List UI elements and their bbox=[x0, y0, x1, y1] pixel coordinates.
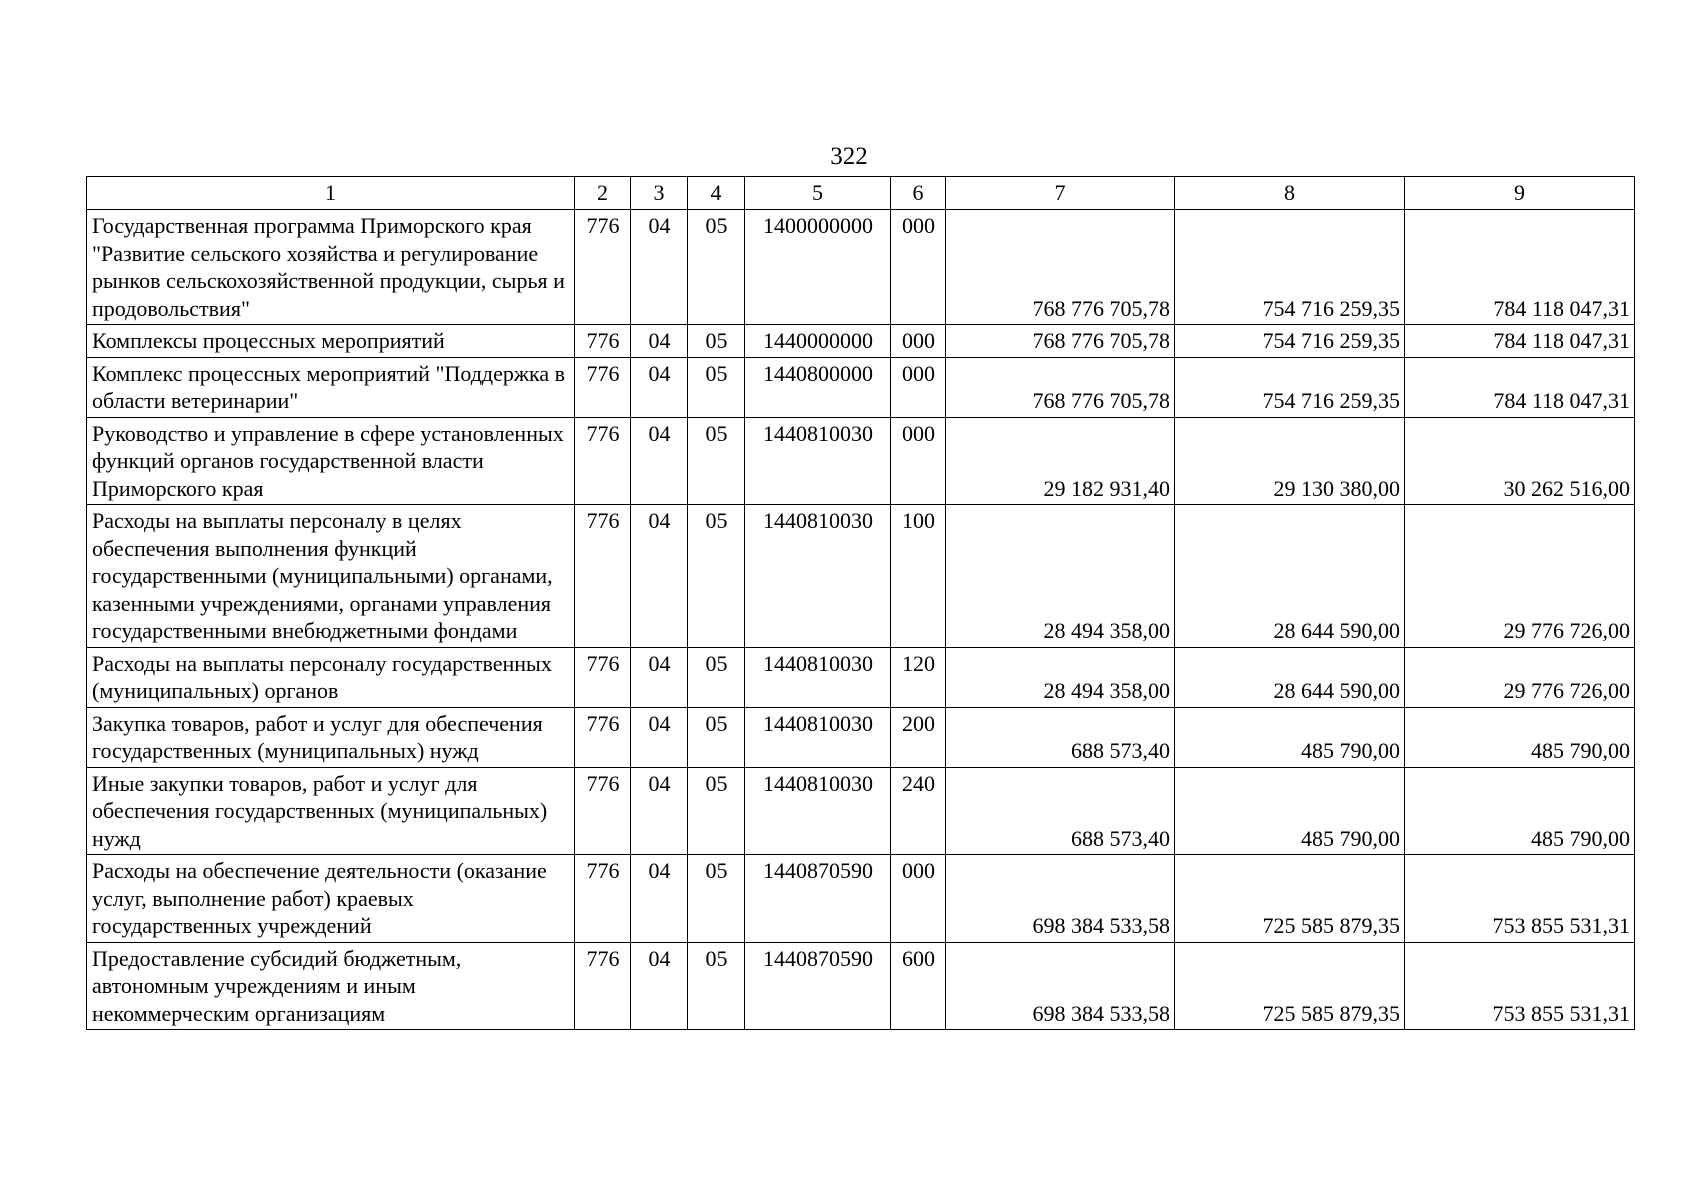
target-article-cell: 1440810030 bbox=[745, 417, 891, 505]
column-header: 4 bbox=[688, 177, 745, 210]
subsection-code-cell: 05 bbox=[688, 325, 745, 358]
column-header: 9 bbox=[1405, 177, 1635, 210]
amount-cell-9: 753 855 531,31 bbox=[1405, 942, 1635, 1030]
table-row bbox=[87, 767, 1635, 855]
amount-cell-7: 698 384 533,58 bbox=[946, 855, 1175, 943]
ministry-code-cell: 776 bbox=[575, 325, 631, 358]
expense-type-cell: 100 bbox=[891, 505, 946, 648]
ministry-code-cell: 776 bbox=[575, 855, 631, 943]
amount-cell-7: 698 384 533,58 bbox=[946, 942, 1175, 1030]
column-header: 3 bbox=[631, 177, 688, 210]
section-code-cell: 04 bbox=[631, 505, 688, 648]
amount-cell-7: 28 494 358,00 bbox=[946, 647, 1175, 707]
expense-name-cell: Комплекс процессных мероприятий "Поддержка в области ветеринарии" bbox=[87, 357, 575, 417]
expense-name-cell: Расходы на выплаты персоналу в целях обеспечения выполнения функций государственными (муниципальными) органами, казенными учреждениями, органами управления государственными внебюджетными фондами bbox=[87, 505, 575, 648]
expense-name-cell: Комплексы процессных мероприятий bbox=[87, 325, 575, 358]
column-header: 2 bbox=[575, 177, 631, 210]
column-header: 8 bbox=[1175, 177, 1405, 210]
column-header: 5 bbox=[745, 177, 891, 210]
table-row bbox=[87, 210, 1635, 325]
expense-type-cell: 000 bbox=[891, 417, 946, 505]
target-article-cell: 1440870590 bbox=[745, 942, 891, 1030]
ministry-code-cell: 776 bbox=[575, 417, 631, 505]
ministry-code-cell: 776 bbox=[575, 707, 631, 767]
target-article-cell: 1440810030 bbox=[745, 767, 891, 855]
section-code-cell: 04 bbox=[631, 855, 688, 943]
target-article-cell: 1440800000 bbox=[745, 357, 891, 417]
amount-cell-8: 485 790,00 bbox=[1175, 767, 1405, 855]
table-row bbox=[87, 357, 1635, 417]
expense-name-cell: Расходы на обеспечение деятельности (оказание услуг, выполнение работ) краевых государственных учреждений bbox=[87, 855, 575, 943]
subsection-code-cell: 05 bbox=[688, 942, 745, 1030]
amount-cell-9: 784 118 047,31 bbox=[1405, 210, 1635, 325]
target-article-cell: 1400000000 bbox=[745, 210, 891, 325]
target-article-cell: 1440870590 bbox=[745, 855, 891, 943]
amount-cell-7: 688 573,40 bbox=[946, 767, 1175, 855]
amount-cell-9: 29 776 726,00 bbox=[1405, 505, 1635, 648]
section-code-cell: 04 bbox=[631, 417, 688, 505]
amount-cell-9: 485 790,00 bbox=[1405, 767, 1635, 855]
table-row bbox=[87, 417, 1635, 505]
subsection-code-cell: 05 bbox=[688, 417, 745, 505]
ministry-code-cell: 776 bbox=[575, 767, 631, 855]
table-row bbox=[87, 855, 1635, 943]
amount-cell-8: 754 716 259,35 bbox=[1175, 325, 1405, 358]
amount-cell-8: 754 716 259,35 bbox=[1175, 357, 1405, 417]
amount-cell-8: 725 585 879,35 bbox=[1175, 855, 1405, 943]
amount-cell-8: 28 644 590,00 bbox=[1175, 505, 1405, 648]
expense-type-cell: 000 bbox=[891, 855, 946, 943]
section-code-cell: 04 bbox=[631, 210, 688, 325]
section-code-cell: 04 bbox=[631, 647, 688, 707]
ministry-code-cell: 776 bbox=[575, 942, 631, 1030]
section-code-cell: 04 bbox=[631, 767, 688, 855]
amount-cell-7: 768 776 705,78 bbox=[946, 210, 1175, 325]
table-row bbox=[87, 505, 1635, 648]
table-row bbox=[87, 325, 1635, 358]
column-header: 1 bbox=[87, 177, 575, 210]
expense-name-cell: Предоставление субсидий бюджетным, автономным учреждениям и иным некоммерческим организациям bbox=[87, 942, 575, 1030]
ministry-code-cell: 776 bbox=[575, 505, 631, 648]
target-article-cell: 1440810030 bbox=[745, 707, 891, 767]
amount-cell-7: 688 573,40 bbox=[946, 707, 1175, 767]
expense-type-cell: 120 bbox=[891, 647, 946, 707]
amount-cell-9: 485 790,00 bbox=[1405, 707, 1635, 767]
amount-cell-9: 30 262 516,00 bbox=[1405, 417, 1635, 505]
target-article-cell: 1440810030 bbox=[745, 505, 891, 648]
expense-type-cell: 200 bbox=[891, 707, 946, 767]
amount-cell-7: 768 776 705,78 bbox=[946, 325, 1175, 358]
subsection-code-cell: 05 bbox=[688, 647, 745, 707]
table-row bbox=[87, 942, 1635, 1030]
column-header: 7 bbox=[946, 177, 1175, 210]
amount-cell-8: 28 644 590,00 bbox=[1175, 647, 1405, 707]
column-header: 6 bbox=[891, 177, 946, 210]
amount-cell-7: 28 494 358,00 bbox=[946, 505, 1175, 648]
section-code-cell: 04 bbox=[631, 325, 688, 358]
expense-name-cell: Закупка товаров, работ и услуг для обеспечения государственных (муниципальных) нужд bbox=[87, 707, 575, 767]
header-row bbox=[87, 177, 1635, 210]
amount-cell-9: 784 118 047,31 bbox=[1405, 357, 1635, 417]
table-row bbox=[87, 647, 1635, 707]
expense-type-cell: 000 bbox=[891, 210, 946, 325]
ministry-code-cell: 776 bbox=[575, 210, 631, 325]
amount-cell-9: 784 118 047,31 bbox=[1405, 325, 1635, 358]
amount-cell-9: 753 855 531,31 bbox=[1405, 855, 1635, 943]
section-code-cell: 04 bbox=[631, 942, 688, 1030]
amount-cell-7: 29 182 931,40 bbox=[946, 417, 1175, 505]
subsection-code-cell: 05 bbox=[688, 767, 745, 855]
amount-cell-8: 754 716 259,35 bbox=[1175, 210, 1405, 325]
ministry-code-cell: 776 bbox=[575, 647, 631, 707]
subsection-code-cell: 05 bbox=[688, 210, 745, 325]
subsection-code-cell: 05 bbox=[688, 855, 745, 943]
section-code-cell: 04 bbox=[631, 357, 688, 417]
ministry-code-cell: 776 bbox=[575, 357, 631, 417]
table-row bbox=[87, 707, 1635, 767]
subsection-code-cell: 05 bbox=[688, 357, 745, 417]
expense-name-cell: Расходы на выплаты персоналу государственных (муниципальных) органов bbox=[87, 647, 575, 707]
page-number: 322 bbox=[830, 143, 868, 170]
expense-type-cell: 000 bbox=[891, 325, 946, 358]
expense-type-cell: 000 bbox=[891, 357, 946, 417]
amount-cell-8: 485 790,00 bbox=[1175, 707, 1405, 767]
target-article-cell: 1440000000 bbox=[745, 325, 891, 358]
amount-cell-9: 29 776 726,00 bbox=[1405, 647, 1635, 707]
expense-name-cell: Руководство и управление в сфере установленных функций органов государственной власти Приморского края bbox=[87, 417, 575, 505]
subsection-code-cell: 05 bbox=[688, 505, 745, 648]
subsection-code-cell: 05 bbox=[688, 707, 745, 767]
budget-table bbox=[86, 176, 1635, 1030]
section-code-cell: 04 bbox=[631, 707, 688, 767]
expense-type-cell: 240 bbox=[891, 767, 946, 855]
expense-name-cell: Государственная программа Приморского края "Развитие сельского хозяйства и регулирование рынков сельскохозяйственной продукции, сырья и продовольствия" bbox=[87, 210, 575, 325]
amount-cell-8: 29 130 380,00 bbox=[1175, 417, 1405, 505]
target-article-cell: 1440810030 bbox=[745, 647, 891, 707]
amount-cell-8: 725 585 879,35 bbox=[1175, 942, 1405, 1030]
amount-cell-7: 768 776 705,78 bbox=[946, 357, 1175, 417]
expense-type-cell: 600 bbox=[891, 942, 946, 1030]
expense-name-cell: Иные закупки товаров, работ и услуг для обеспечения государственных (муниципальных) нужд bbox=[87, 767, 575, 855]
